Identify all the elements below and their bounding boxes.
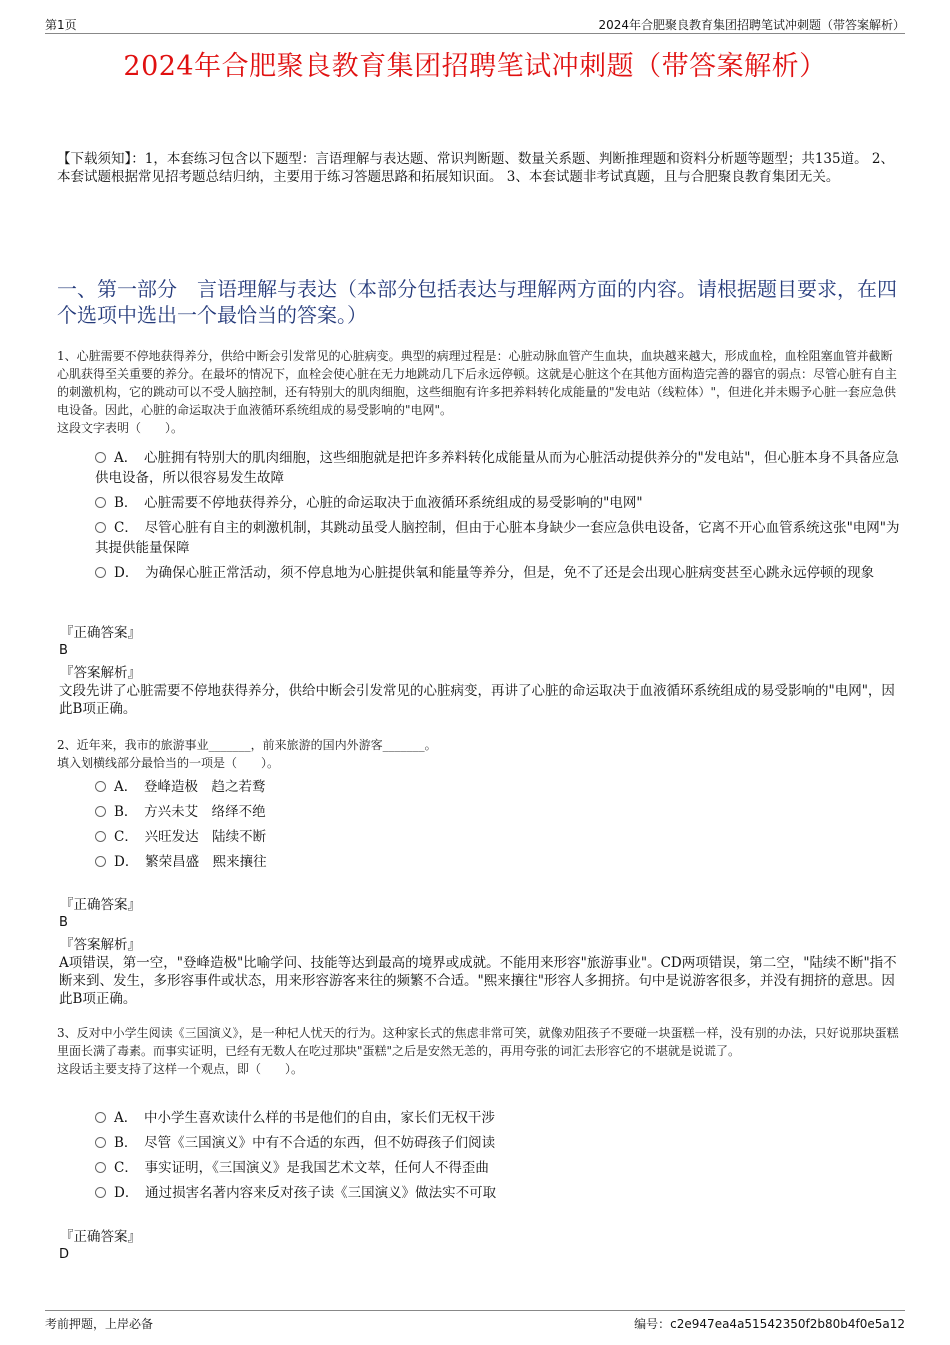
question-1-options <box>95 448 905 588</box>
radio-icon[interactable] <box>95 1137 106 1148</box>
option-label: C． 尽管心脏有自主的刺激机制，其跳动虽受人脑控制，但由于心脏本身缺少一套应急供电设备，它离不开心血管系统这张"电网"为其提供能量保障 <box>95 520 900 556</box>
option-label: A． 登峰造极 趋之若鹜 <box>114 779 266 795</box>
option-c[interactable] <box>95 518 905 558</box>
question-2-answer <box>57 896 897 1008</box>
option-label: B． 方兴未艾 络绎不绝 <box>114 804 266 820</box>
document-title: 2024年合肥聚良教育集团招聘笔试冲刺题（带答案解析） <box>123 51 827 82</box>
radio-icon[interactable] <box>95 1162 106 1173</box>
code-label: 编号： <box>634 1317 671 1331</box>
code-value: c2e947ea4a51542350f2b80b4f0e5a12 <box>670 1317 905 1331</box>
question-3-answer <box>57 1228 897 1264</box>
option-c[interactable] <box>95 1158 905 1178</box>
footer-code <box>634 1315 905 1332</box>
answer-value: B <box>59 643 68 658</box>
option-a[interactable] <box>95 1108 905 1128</box>
page-header <box>45 15 905 34</box>
radio-icon[interactable] <box>95 567 106 578</box>
analysis-label: 『答案解析』 <box>60 937 141 953</box>
question-prompt: 这段文字表明（ ）。 <box>57 421 184 435</box>
option-label: D． 通过损害名著内容来反对孩子读《三国演义》做法实不可取 <box>114 1185 497 1201</box>
footer-slogan: 考前押题，上岸必备 <box>45 1317 154 1331</box>
option-label: D． 为确保心脏正常活动，须不停息地为心脏提供氧和能量等养分，但是，免不了还是会出现心脏病变甚至心跳永远停顿的现象 <box>114 565 875 581</box>
option-label: B． 尽管《三国演义》中有不合适的东西，但不妨碍孩子们阅读 <box>114 1135 496 1151</box>
option-label: A． 中小学生喜欢读什么样的书是他们的自由，家长们无权干涉 <box>114 1110 495 1126</box>
option-label: C． 事实证明，《三国演义》是我国艺术文萃，任何人不得歪曲 <box>114 1160 489 1176</box>
question-prompt: 这段话主要支持了这样一个观点，即（ ）。 <box>57 1062 304 1076</box>
answer-label: 『正确答案』 <box>60 625 141 641</box>
radio-icon[interactable] <box>95 831 106 842</box>
analysis-label: 『答案解析』 <box>60 665 141 681</box>
radio-icon[interactable] <box>95 856 106 867</box>
question-1-stem <box>57 347 902 437</box>
answer-value: B <box>59 915 68 930</box>
option-b[interactable] <box>95 802 905 822</box>
radio-icon[interactable] <box>95 452 106 463</box>
question-2-options <box>95 777 905 877</box>
section-heading: 一、第一部分 言语理解与表达（本部分包括表达与理解两方面的内容。请根据题目要求，在四个选项中选出一个最恰当的答案。） <box>57 277 897 327</box>
question-stem-text: 1、心脏需要不停地获得养分，供给中断会引发常见的心脏病变。典型的病理过程是：心脏动脉血管产生血块，血块越来越大，形成血栓，血栓阻塞血管并截断心肌获得至关重要的养分。在最坏的情况下，血栓会使心脏在无力地跳动几下后永远停顿。这就是心脏这个在其他方面构造完善的器官的弱点：尽管心脏有自主的刺激机构，它的跳动可以不受人脑控制，还有特别大的肌肉细胞，这些细胞有许多把养料转化成能量的"发电站（线粒体）"，但进化并未赐予心脏一套应急供电设备。因此，心脏的命运取决于血液循环系统组成的易受影响的"电网"。 <box>57 349 898 417</box>
download-notice: 【下载须知】：1，本套练习包含以下题型：言语理解与表达题、常识判断题、数量关系题、判断推理题和资料分析题等题型；共135道。 2、本套试题根据常见招考题总结归纳，主要用于练习答题思路和拓展知识面。 3、本套试题非考试真题，且与合肥聚良教育集团无关。 <box>57 151 894 185</box>
question-1-answer <box>57 624 897 718</box>
question-stem-text: 2、近年来，我市的旅游事业_______，前来旅游的国内外游客_______。 <box>57 738 437 752</box>
option-c[interactable] <box>95 827 905 847</box>
question-3-stem <box>57 1024 902 1078</box>
header-doc-title: 2024年合肥聚良教育集团招聘笔试冲刺题（带答案解析） <box>598 18 905 32</box>
option-label: C． 兴旺发达 陆续不断 <box>114 829 267 845</box>
page-footer <box>45 1310 905 1331</box>
page-number: 第1页 <box>45 18 77 32</box>
analysis-text: A项错误，第一空，"登峰造极"比喻学问、技能等达到最高的境界或成就。不能用来形容"旅游事业"。CD两项错误，第二空，"陆续不断"指不断来到、发生，多形容事件或状态，用来形容游客来往的频繁不合适。"熙来攘往"形容人多拥挤。句中是说游客很多，并没有拥挤的意思。因此B项正确。 <box>59 955 897 1007</box>
option-b[interactable] <box>95 1133 905 1153</box>
answer-label: 『正确答案』 <box>60 897 141 913</box>
question-prompt: 填入划横线部分最恰当的一项是（ ）。 <box>57 756 280 770</box>
radio-icon[interactable] <box>95 497 106 508</box>
analysis-text: 文段先讲了心脏需要不停地获得养分，供给中断会引发常见的心脏病变，再讲了心脏的命运取决于血液循环系统组成的易受影响的"电网"，因此B项正确。 <box>59 683 895 717</box>
option-b[interactable] <box>95 493 905 513</box>
option-d[interactable] <box>95 1183 905 1203</box>
answer-value: D <box>59 1247 70 1262</box>
option-label: B． 心脏需要不停地获得养分，心脏的命运取决于血液循环系统组成的易受影响的"电网" <box>114 495 643 511</box>
question-stem-text: 3、反对中小学生阅读《三国演义》，是一种杞人忧天的行为。这种家长式的焦虑非常可笑，就像劝阻孩子不要碰一块蛋糕一样，没有别的办法，只好说那块蛋糕里面长满了毒素。而事实证明，已经有无数人在吃过那块"蛋糕"之后是安然无恙的，再用夸张的词汇去形容它的不堪就是说谎了。 <box>57 1026 899 1058</box>
option-label: A． 心脏拥有特别大的肌肉细胞，这些细胞就是把许多养料转化成能量从而为心脏活动提供养分的"发电站"，但心脏本身不具备应急供电设备，所以很容易发生故障 <box>95 450 899 486</box>
question-2-stem <box>57 736 902 772</box>
radio-icon[interactable] <box>95 522 106 533</box>
option-a[interactable] <box>95 777 905 797</box>
answer-label: 『正确答案』 <box>60 1229 141 1245</box>
option-label: D． 繁荣昌盛 熙来攘往 <box>114 854 267 870</box>
radio-icon[interactable] <box>95 781 106 792</box>
radio-icon[interactable] <box>95 806 106 817</box>
option-d[interactable] <box>95 563 905 583</box>
question-3-options <box>95 1108 905 1208</box>
option-a[interactable] <box>95 448 905 488</box>
option-d[interactable] <box>95 852 905 872</box>
radio-icon[interactable] <box>95 1187 106 1198</box>
radio-icon[interactable] <box>95 1112 106 1123</box>
